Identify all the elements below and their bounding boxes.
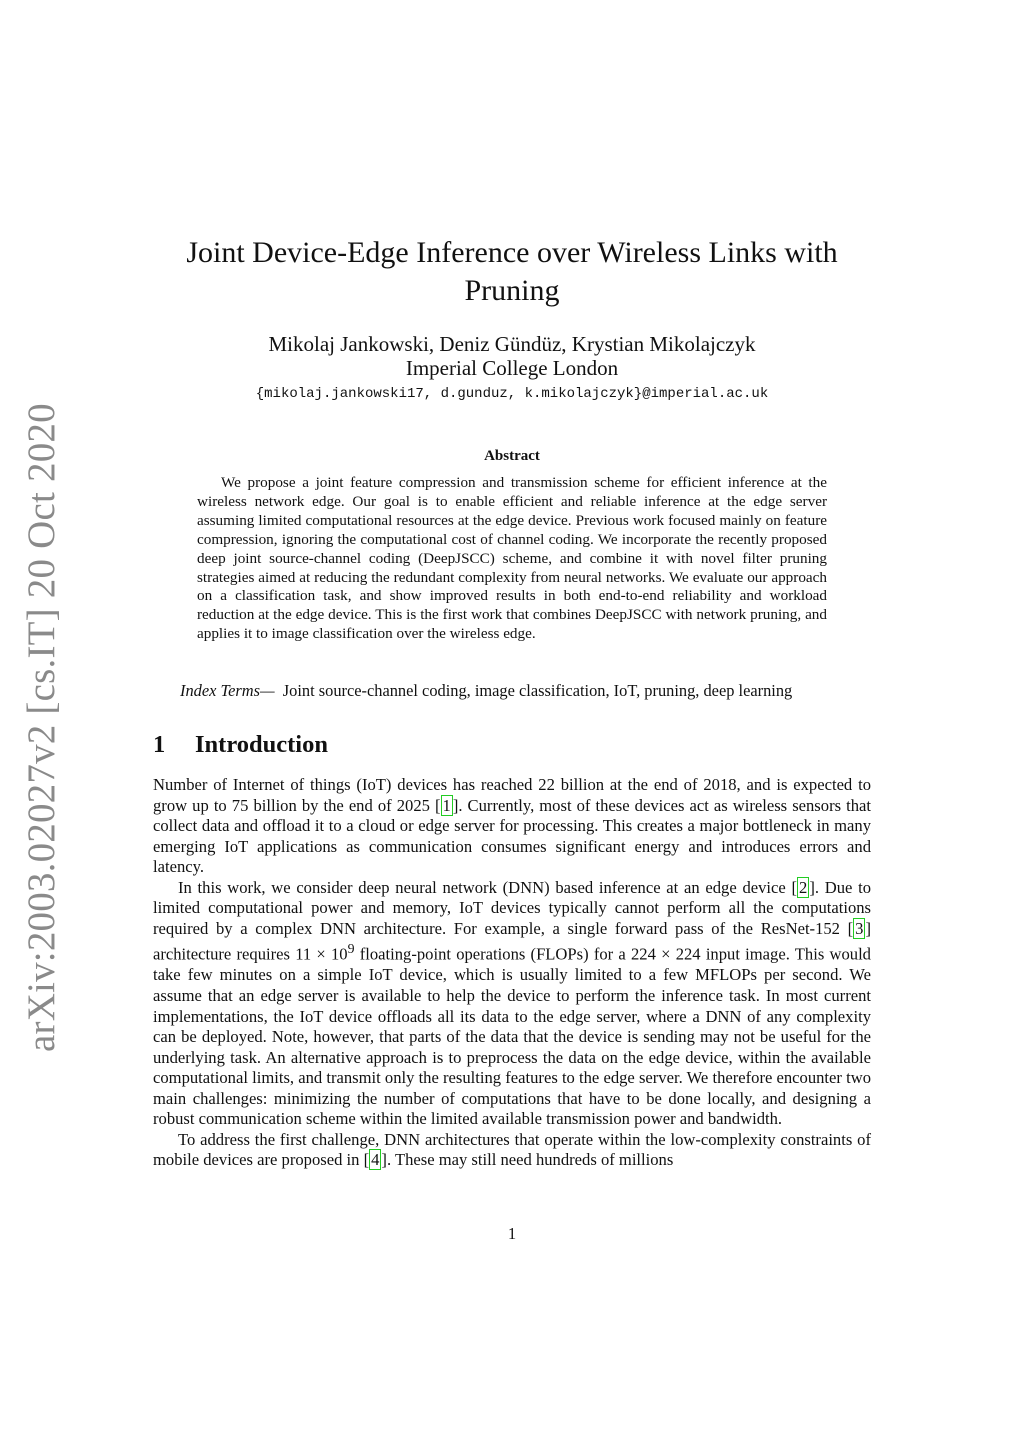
- index-terms-label: Index Terms—: [180, 681, 275, 700]
- section-heading: [153, 730, 328, 760]
- paragraph-text: floating-point operations (FLOPs) for a 224 × 224 input image. This would take few minutes on a simple IoT device, which is usually limited to a few MFLOPs per second. We assume that an edge server is available to help the device to perform the inference task. In most current implementations, the IoT device offloads all its data to the edge server, where a DNN of any complexity can be deployed. Note, however, that parts of the data that the device is sending may not be useful for the underlying task. An alternative approach is to preprocess the data on the edge device, within the available computational limits, and transmit only the resulting features to the edge server. We therefore encounter two main challenges: minimizing the number of computations that have to be done locally, and designing a robust communication scheme within the limited available transmission power and bandwidth.: [153, 944, 871, 1129]
- author-emails: {mikolaj.jankowski17, d.gunduz, k.mikolajczyk}@imperial.ac.uk: [255, 386, 769, 402]
- paragraph-text: . Due to limited computational power and memory, IoT devices typically cannot perform all the computations required by a complex DNN architecture. For example, a single forward pass of the ResNet-152: [153, 877, 872, 938]
- affiliation: Imperial College London: [405, 356, 619, 380]
- paragraph: In this work, we consider deep neural network (DNN) based inference at an edge device [ 2 ]. Due to limited computational power and memory, IoT devices typically cannot perform all the computations required by a complex DNN architecture. For example, a single forward pass of the ResNet-152 [ 3 ] architecture requires $11 \times 10^9$ floating-point operations (FLOPs) for a 224 × 224 input image. This would take few minutes on a simple IoT device, which is usually limited to a few MFLOPs per second. We assume that an edge server is available to help the device to perform the inference task. In most current implementations, the IoT device offloads all its data to the edge server, where a DNN of any complexity can be deployed. Note, however, that parts of the data that the device is sending may not be useful for the underlying task. An alternative approach is to preprocess the data on the edge device, within the available computational limits, and transmit only the resulting features to the edge server. We therefore encounter two main challenges: minimizing the number of computations that have to be done locally, and designing a robust communication scheme within the limited available transmission power and bandwidth.: [153, 877, 872, 1129]
- paragraph-text: . Currently, most of these devices act as wireless sensors that collect data and offload it to a cloud or edge server for processing. This creates a major bottleneck in many emerging IoT applications as communication consumes significant energy and introduces errors and latency.: [153, 795, 871, 877]
- paragraph-text: . These may still need hundreds of millions: [386, 1150, 674, 1170]
- citation-link[interactable]: 3: [855, 918, 864, 938]
- paragraph-text: architecture requires 11 × 10: [153, 944, 348, 964]
- page-number: 1: [507, 1224, 517, 1243]
- paper-title: Joint Device-Edge Inference over Wireless Links with Pruning: [186, 236, 838, 307]
- citation-link[interactable]: 2: [799, 877, 808, 897]
- paragraph: To address the first challenge, DNN architectures that operate within the low-complexity constraints of mobile devices are proposed in [ 4 ]. These may still need hundreds of millions: [153, 1129, 871, 1170]
- paragraph-text: In this work, we consider deep neural network (DNN) based inference at an edge device: [178, 877, 792, 897]
- citation-link[interactable]: 1: [442, 795, 451, 815]
- index-terms: [180, 681, 880, 701]
- arxiv-identifier[interactable]: arXiv:2003.02027v2 [cs.IT] 20 Oct 2020: [20, 403, 63, 1052]
- abstract-heading: Abstract: [484, 448, 540, 464]
- superscript: 9: [347, 941, 355, 957]
- author-list: Mikolaj Jankowski, Deniz Gündüz, Krystian Mikolajczyk: [268, 332, 756, 356]
- section-title: Introduction: [195, 731, 328, 758]
- section-number: 1: [153, 731, 166, 758]
- paragraph-text: To address the first challenge, DNN architectures that operate within the low-complexity constraints of mobile devices are proposed in: [153, 1129, 871, 1170]
- body-text: [153, 775, 871, 1171]
- paragraph-text: Number of Internet of things (IoT) devices has reached 22 billion at the end of 2018, and is expected to grow up to 75 billion by the end of 2025: [153, 775, 871, 815]
- citation-link[interactable]: 4: [371, 1150, 380, 1170]
- abstract-text: We propose a joint feature compression and transmission scheme for efficient inference at the wireless network edge. Our goal is to enable efficient and reliable inference at the edge server assuming limited computational resources at the edge device. Previous work focused mainly on feature compression, ignoring the computational cost of channel coding. We incorporate the recently proposed deep joint source-channel coding (DeepJSCC) scheme, and combine it with novel filter pruning strategies aimed at reducing the redundant complexity from neural networks. We evaluate our approach on a classification task, and show improved results in both end-to-end reliability and workload reduction at the edge device. This is the first work that combines DeepJSCC with network pruning, and applies it to image classification over the wireless edge.: [197, 474, 827, 643]
- index-terms-text: Joint source-channel coding, image classification, IoT, pruning, deep learning: [282, 681, 793, 700]
- paragraph: Number of Internet of things (IoT) devices has reached 22 billion at the end of 2018, and is expected to grow up to 75 billion by the end of 2025 [ 1 ]. Currently, most of these devices act as wireless sensors that collect data and offload it to a cloud or edge server for processing. This creates a major bottleneck in many emerging IoT applications as communication consumes significant energy and introduces errors and latency.: [153, 775, 871, 877]
